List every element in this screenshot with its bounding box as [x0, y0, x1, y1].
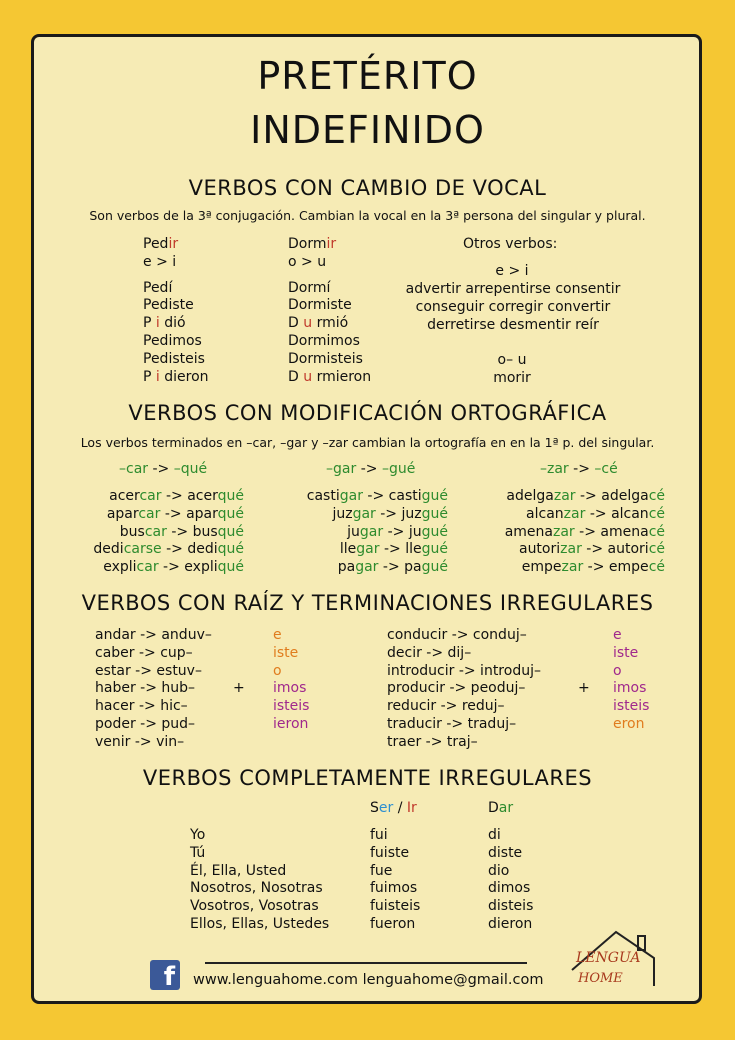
irregular-endings-left	[273, 627, 309, 734]
ending-item: isteis	[273, 698, 310, 715]
logo-text-top: LENGUA	[576, 950, 641, 966]
other-verbs-ei: e > i	[495, 263, 529, 279]
pedir-column	[143, 236, 209, 386]
irregular-stems-left	[95, 627, 212, 752]
pedir-change: e > i	[143, 253, 177, 270]
dormir-form-irregular: D u rmieron	[288, 368, 372, 385]
dormir-form: Dormimos	[288, 332, 360, 349]
dar-header: Dar	[488, 800, 514, 816]
ending-item: iste	[273, 644, 299, 661]
other-verbs-line: conseguir corregir convertir	[415, 298, 611, 315]
car-item: explicar -> expliqué	[103, 559, 244, 576]
gar-item: jugar -> jugué	[347, 523, 448, 540]
ending-item: eron	[613, 715, 645, 732]
person-item: Yo	[190, 827, 206, 843]
section-vowel-change-heading: VERBOS CON CAMBIO DE VOCAL	[188, 176, 547, 200]
gar-list	[260, 488, 448, 577]
car-item: dedicarse -> dediqué	[93, 541, 244, 558]
pedir-infinitive: Pedir	[143, 236, 179, 252]
dar-form: dio	[488, 862, 510, 879]
ser-column	[370, 827, 420, 934]
person-item: Vosotros, Vosotras	[190, 898, 319, 915]
dormir-form: Dormí	[288, 279, 331, 296]
person-item: Ellos, Ellas, Ustedes	[190, 915, 330, 932]
dar-form: disteis	[488, 898, 534, 915]
stem-item: caber -> cup–	[95, 644, 193, 661]
car-item: aparcar -> aparqué	[106, 505, 244, 522]
other-verbs-list	[388, 281, 638, 334]
zar-item: autorizar -> autoricé	[518, 541, 665, 558]
zar-list	[460, 488, 665, 577]
dar-form: dieron	[488, 915, 533, 932]
zar-item: empezar -> empecé	[521, 559, 665, 576]
ending-item: ieron	[273, 715, 309, 732]
ending-item: o	[613, 662, 622, 679]
section-vowel-change-desc: Son verbos de la 3ª conjugación. Cambian la vocal en la 3ª persona del singular y plural.	[89, 208, 646, 223]
pedir-form: Pediste	[143, 297, 194, 314]
ser-form: fuiste	[370, 844, 410, 861]
stem-item: poder -> pud–	[95, 715, 196, 732]
ending-item: e	[273, 627, 282, 643]
gar-item: llegar -> llegué	[339, 541, 448, 558]
gar-item: juzgar -> juzgué	[332, 505, 448, 522]
ending-item: iste	[613, 644, 639, 661]
dormir-change: o > u	[288, 253, 327, 270]
gar-rule: –gar -> –gué	[326, 461, 416, 477]
footer-contact[interactable]: www.lenguahome.com lenguahome@gmail.com	[193, 972, 544, 988]
ser-form: fuisteis	[370, 898, 421, 915]
ser-form: fue	[370, 862, 393, 879]
zar-rule: –zar -> –cé	[540, 461, 618, 477]
dormir-form-irregular: D u rmió	[288, 315, 349, 332]
section-spelling-heading: VERBOS CON MODIFICACIÓN ORTOGRÁFICA	[128, 401, 607, 425]
footer-divider	[205, 962, 527, 964]
pedir-form: Pedisteis	[143, 350, 205, 367]
persons-column	[190, 827, 329, 934]
other-verbs-morir: morir	[493, 370, 531, 386]
car-item: buscar -> busqué	[119, 523, 244, 540]
pedir-form-irregular: P i dieron	[143, 368, 209, 385]
ending-item: imos	[613, 680, 647, 697]
other-verbs-ou: o– u	[497, 352, 527, 368]
logo-text-bottom: HOME	[578, 971, 623, 986]
other-verbs-label: Otros verbos:	[463, 236, 558, 252]
ser-form: fui	[370, 827, 388, 843]
pedir-form-irregular: P i dió	[143, 315, 186, 332]
stem-item: producir -> peoduj–	[387, 680, 526, 697]
irregular-endings-right	[613, 627, 649, 734]
ending-item: imos	[273, 680, 307, 697]
car-list	[60, 488, 244, 577]
pedir-form: Pedimos	[143, 332, 202, 349]
stem-item: andar -> anduv–	[95, 627, 212, 643]
dar-form: di	[488, 827, 501, 843]
stem-item: traducir -> traduj–	[387, 715, 517, 732]
section-irregular-stem-heading: VERBOS CON RAÍZ Y TERMINACIONES IRREGULARES	[81, 591, 654, 615]
dormir-column	[288, 236, 371, 386]
stem-item: venir -> vin–	[95, 733, 185, 750]
dar-column	[488, 827, 533, 934]
dar-form: dimos	[488, 880, 531, 897]
dormir-infinitive: Dormir	[288, 236, 337, 252]
stem-item: haber -> hub–	[95, 680, 196, 697]
stem-item: reducir -> reduj–	[387, 698, 505, 715]
stem-item: conducir -> conduj–	[387, 627, 527, 643]
dormir-form: Dormisteis	[288, 350, 363, 367]
stem-item: introducir -> introduj–	[387, 662, 541, 679]
page-title-line2: INDEFINIDO	[250, 108, 485, 152]
person-item: Nosotros, Nosotras	[190, 880, 323, 897]
page-title-line1: PRETÉRITO	[257, 54, 478, 98]
stem-item: estar -> estuv–	[95, 662, 202, 679]
plus-sign-left: +	[233, 680, 245, 696]
dormir-form: Dormiste	[288, 297, 352, 314]
lenguahome-logo	[566, 922, 666, 994]
ending-item: o	[273, 662, 282, 679]
gar-item: castigar -> castigué	[306, 488, 448, 504]
pedir-form: Pedí	[143, 279, 173, 296]
facebook-icon[interactable]: f	[150, 960, 180, 990]
zar-item: adelgazar -> adelgacé	[506, 488, 665, 504]
other-verbs-line: advertir arrepentirse consentir	[405, 281, 621, 297]
ser-ir-header: Ser / Ir	[370, 800, 417, 816]
section-spelling-desc: Los verbos terminados en –car, –gar y –zar cambian la ortografía en en la 1ª p. del singular.	[80, 435, 655, 450]
irregular-stems-right	[387, 627, 541, 752]
stem-item: hacer -> hic–	[95, 698, 188, 715]
ser-form: fuimos	[370, 880, 418, 897]
ending-item: e	[613, 627, 622, 643]
section-fully-irregular-heading: VERBOS COMPLETAMENTE IRREGULARES	[142, 766, 593, 790]
stem-item: traer -> traj–	[387, 733, 478, 750]
zar-item: amenazar -> amenacé	[504, 523, 665, 540]
plus-sign-right: +	[578, 680, 590, 696]
ending-item: isteis	[613, 698, 650, 715]
dar-form: diste	[488, 844, 523, 861]
gar-item: pagar -> pagué	[337, 559, 448, 576]
ser-form: fueron	[370, 915, 416, 932]
car-item: acercar -> acerqué	[109, 488, 244, 504]
person-item: Tú	[190, 844, 206, 861]
car-rule: –car -> –qué	[119, 461, 208, 477]
stem-item: decir -> dij–	[387, 644, 472, 661]
zar-item: alcanzar -> alcancé	[526, 505, 665, 522]
other-verbs-line: derretirse desmentir reír	[427, 316, 599, 333]
person-item: Él, Ella, Usted	[190, 862, 287, 879]
